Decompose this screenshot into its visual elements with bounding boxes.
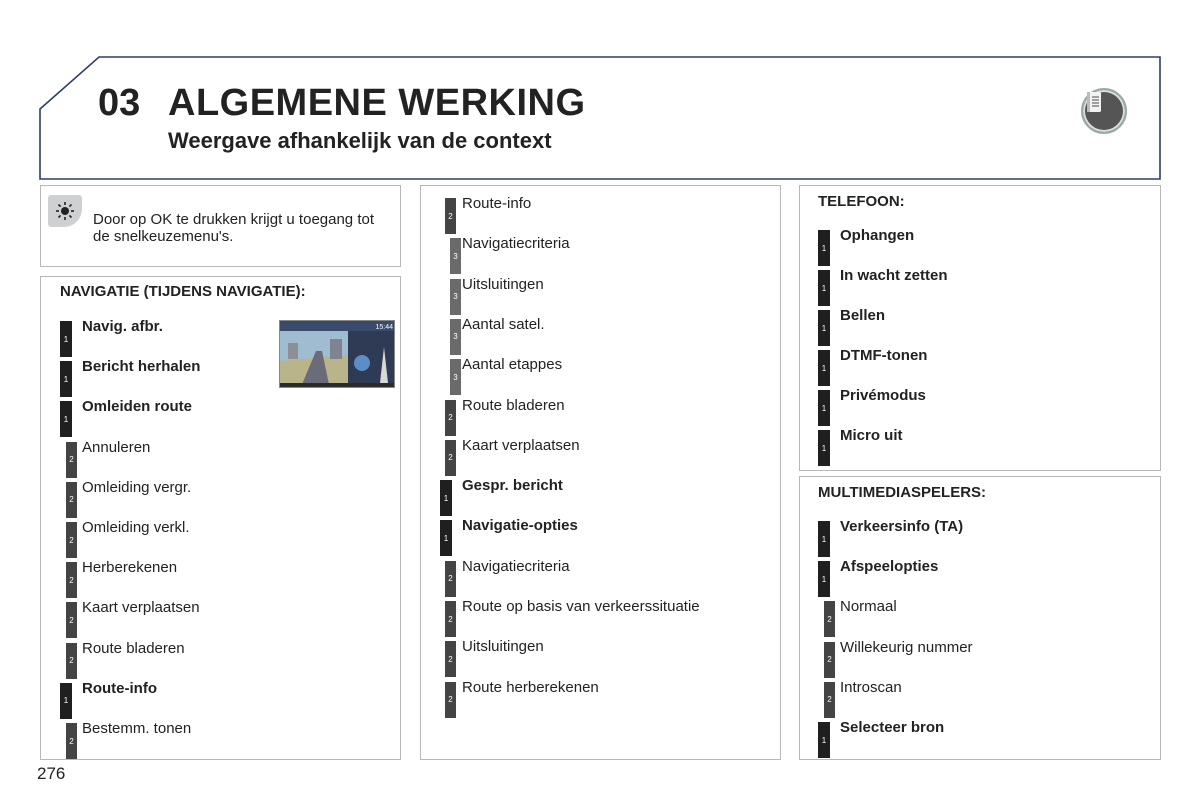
navigation-screen-thumbnail — [279, 320, 395, 388]
level-marker: 1 — [818, 310, 830, 346]
level-marker: 2 — [66, 562, 77, 598]
level-marker: 1 — [818, 230, 830, 266]
section-number: 03 — [98, 82, 141, 124]
menu-item-label: Annuleren — [82, 438, 151, 456]
menu-item-label: Navigatiecriteria — [462, 557, 570, 575]
level-marker: 1 — [818, 561, 830, 597]
menu-item-label: Normaal — [840, 598, 897, 616]
level-marker: 1 — [818, 521, 830, 557]
telephone-title: TELEFOON: — [818, 193, 905, 210]
section-header — [39, 56, 1161, 180]
page-number: 276 — [37, 764, 66, 783]
menu-item-label: Gespr. bericht — [462, 477, 563, 495]
level-marker: 2 — [824, 682, 835, 718]
menu-item-label: Bellen — [840, 307, 886, 324]
level-marker: 2 — [445, 682, 456, 718]
level-marker: 3 — [450, 359, 461, 395]
level-marker: 2 — [66, 482, 77, 518]
navigation-box — [40, 276, 401, 760]
level-marker: 1 — [60, 683, 72, 719]
multimedia-title: MULTIMEDIASPELERS: — [818, 484, 987, 501]
section-subtitle: Weergave afhankelijk van de context — [168, 128, 552, 153]
level-marker: 3 — [450, 238, 461, 274]
level-marker: 2 — [445, 440, 456, 476]
level-marker: 1 — [60, 361, 72, 397]
level-marker: 1 — [818, 270, 830, 306]
level-marker: 1 — [440, 520, 452, 556]
menu-item-label: Navigatiecriteria — [462, 235, 570, 253]
level-marker: 1 — [818, 722, 830, 758]
level-marker: 2 — [824, 601, 835, 637]
menu-item-label: Navig. afbr. — [82, 318, 163, 335]
menu-item-label: Omleiding vergr. — [82, 478, 192, 496]
level-marker: 2 — [66, 723, 77, 759]
note-box — [40, 185, 401, 267]
level-marker: 1 — [818, 430, 830, 466]
middle-box — [420, 185, 781, 760]
menu-item-label: Afspeelopties — [840, 558, 939, 576]
menu-item-label: Bestemm. tonen — [82, 720, 192, 737]
level-marker: 1 — [818, 390, 830, 426]
menu-item-label: Aantal etappes — [462, 356, 563, 374]
level-marker: 2 — [445, 400, 456, 436]
brightness-icon — [48, 195, 82, 227]
menu-item-label: Micro uit — [840, 427, 903, 444]
level-marker: 1 — [60, 321, 72, 357]
menu-item-label: Ophangen — [840, 227, 915, 244]
level-marker: 1 — [440, 480, 452, 516]
menu-item-label: Omleiden route — [82, 398, 193, 416]
level-marker: 3 — [450, 279, 461, 315]
menu-item-label: Kaart verplaatsen — [82, 599, 200, 617]
menu-item-label: Uitsluitingen — [462, 638, 544, 656]
menu-item-label: Privémodus — [840, 387, 926, 404]
multimedia-box — [799, 476, 1161, 760]
level-marker: 2 — [66, 602, 77, 638]
menu-item-label: Aantal satel. — [462, 315, 545, 333]
menu-item-label: In wacht zetten — [840, 267, 948, 284]
level-marker: 2 — [824, 642, 835, 678]
menu-item-label: Kaart verplaatsen — [462, 436, 580, 454]
level-marker: 2 — [66, 442, 77, 478]
section-title: ALGEMENE WERKING — [168, 82, 586, 124]
level-marker: 2 — [66, 643, 77, 679]
screen-time: 15:44 — [375, 324, 393, 331]
menu-item-label: Introscan — [840, 678, 902, 696]
level-marker: 1 — [818, 350, 830, 386]
menu-item-label: Willekeurig nummer — [840, 638, 973, 656]
menu-item-label: Uitsluitingen — [462, 275, 544, 293]
menu-item-label: Route bladeren — [462, 396, 565, 414]
menu-item-label: Herberekenen — [82, 559, 178, 577]
note-text: Door op OK te drukken krijgt u toegang tot de snelkeuzemenu's. — [93, 211, 374, 245]
menu-item-label: Selecteer bron — [840, 719, 945, 736]
menu-item-label: Route-info — [82, 679, 157, 697]
menu-item-label: Bericht herhalen — [82, 358, 201, 376]
navigation-title: NAVIGATIE (TIJDENS NAVIGATIE): — [60, 283, 306, 300]
menu-item-label: DTMF-tonen — [840, 347, 928, 364]
menu-item-label: Navigatie-opties — [462, 517, 578, 535]
telephone-box — [799, 185, 1161, 471]
level-marker: 2 — [445, 601, 456, 637]
level-marker: 2 — [445, 198, 456, 234]
menu-item-label: Route-info — [462, 195, 532, 212]
level-marker: 1 — [60, 401, 72, 437]
menu-item-label: Verkeersinfo (TA) — [840, 518, 964, 535]
menu-item-label: Route bladeren — [82, 639, 185, 657]
menu-item-label: Route op basis van verkeerssituatie — [462, 598, 700, 615]
level-marker: 2 — [445, 561, 456, 597]
menu-item-label: Route herberekenen — [462, 678, 599, 696]
level-marker: 2 — [445, 641, 456, 677]
level-marker: 2 — [66, 522, 77, 558]
menu-item-label: Omleiding verkl. — [82, 519, 190, 536]
level-marker: 3 — [450, 319, 461, 355]
book-icon — [1081, 88, 1127, 134]
